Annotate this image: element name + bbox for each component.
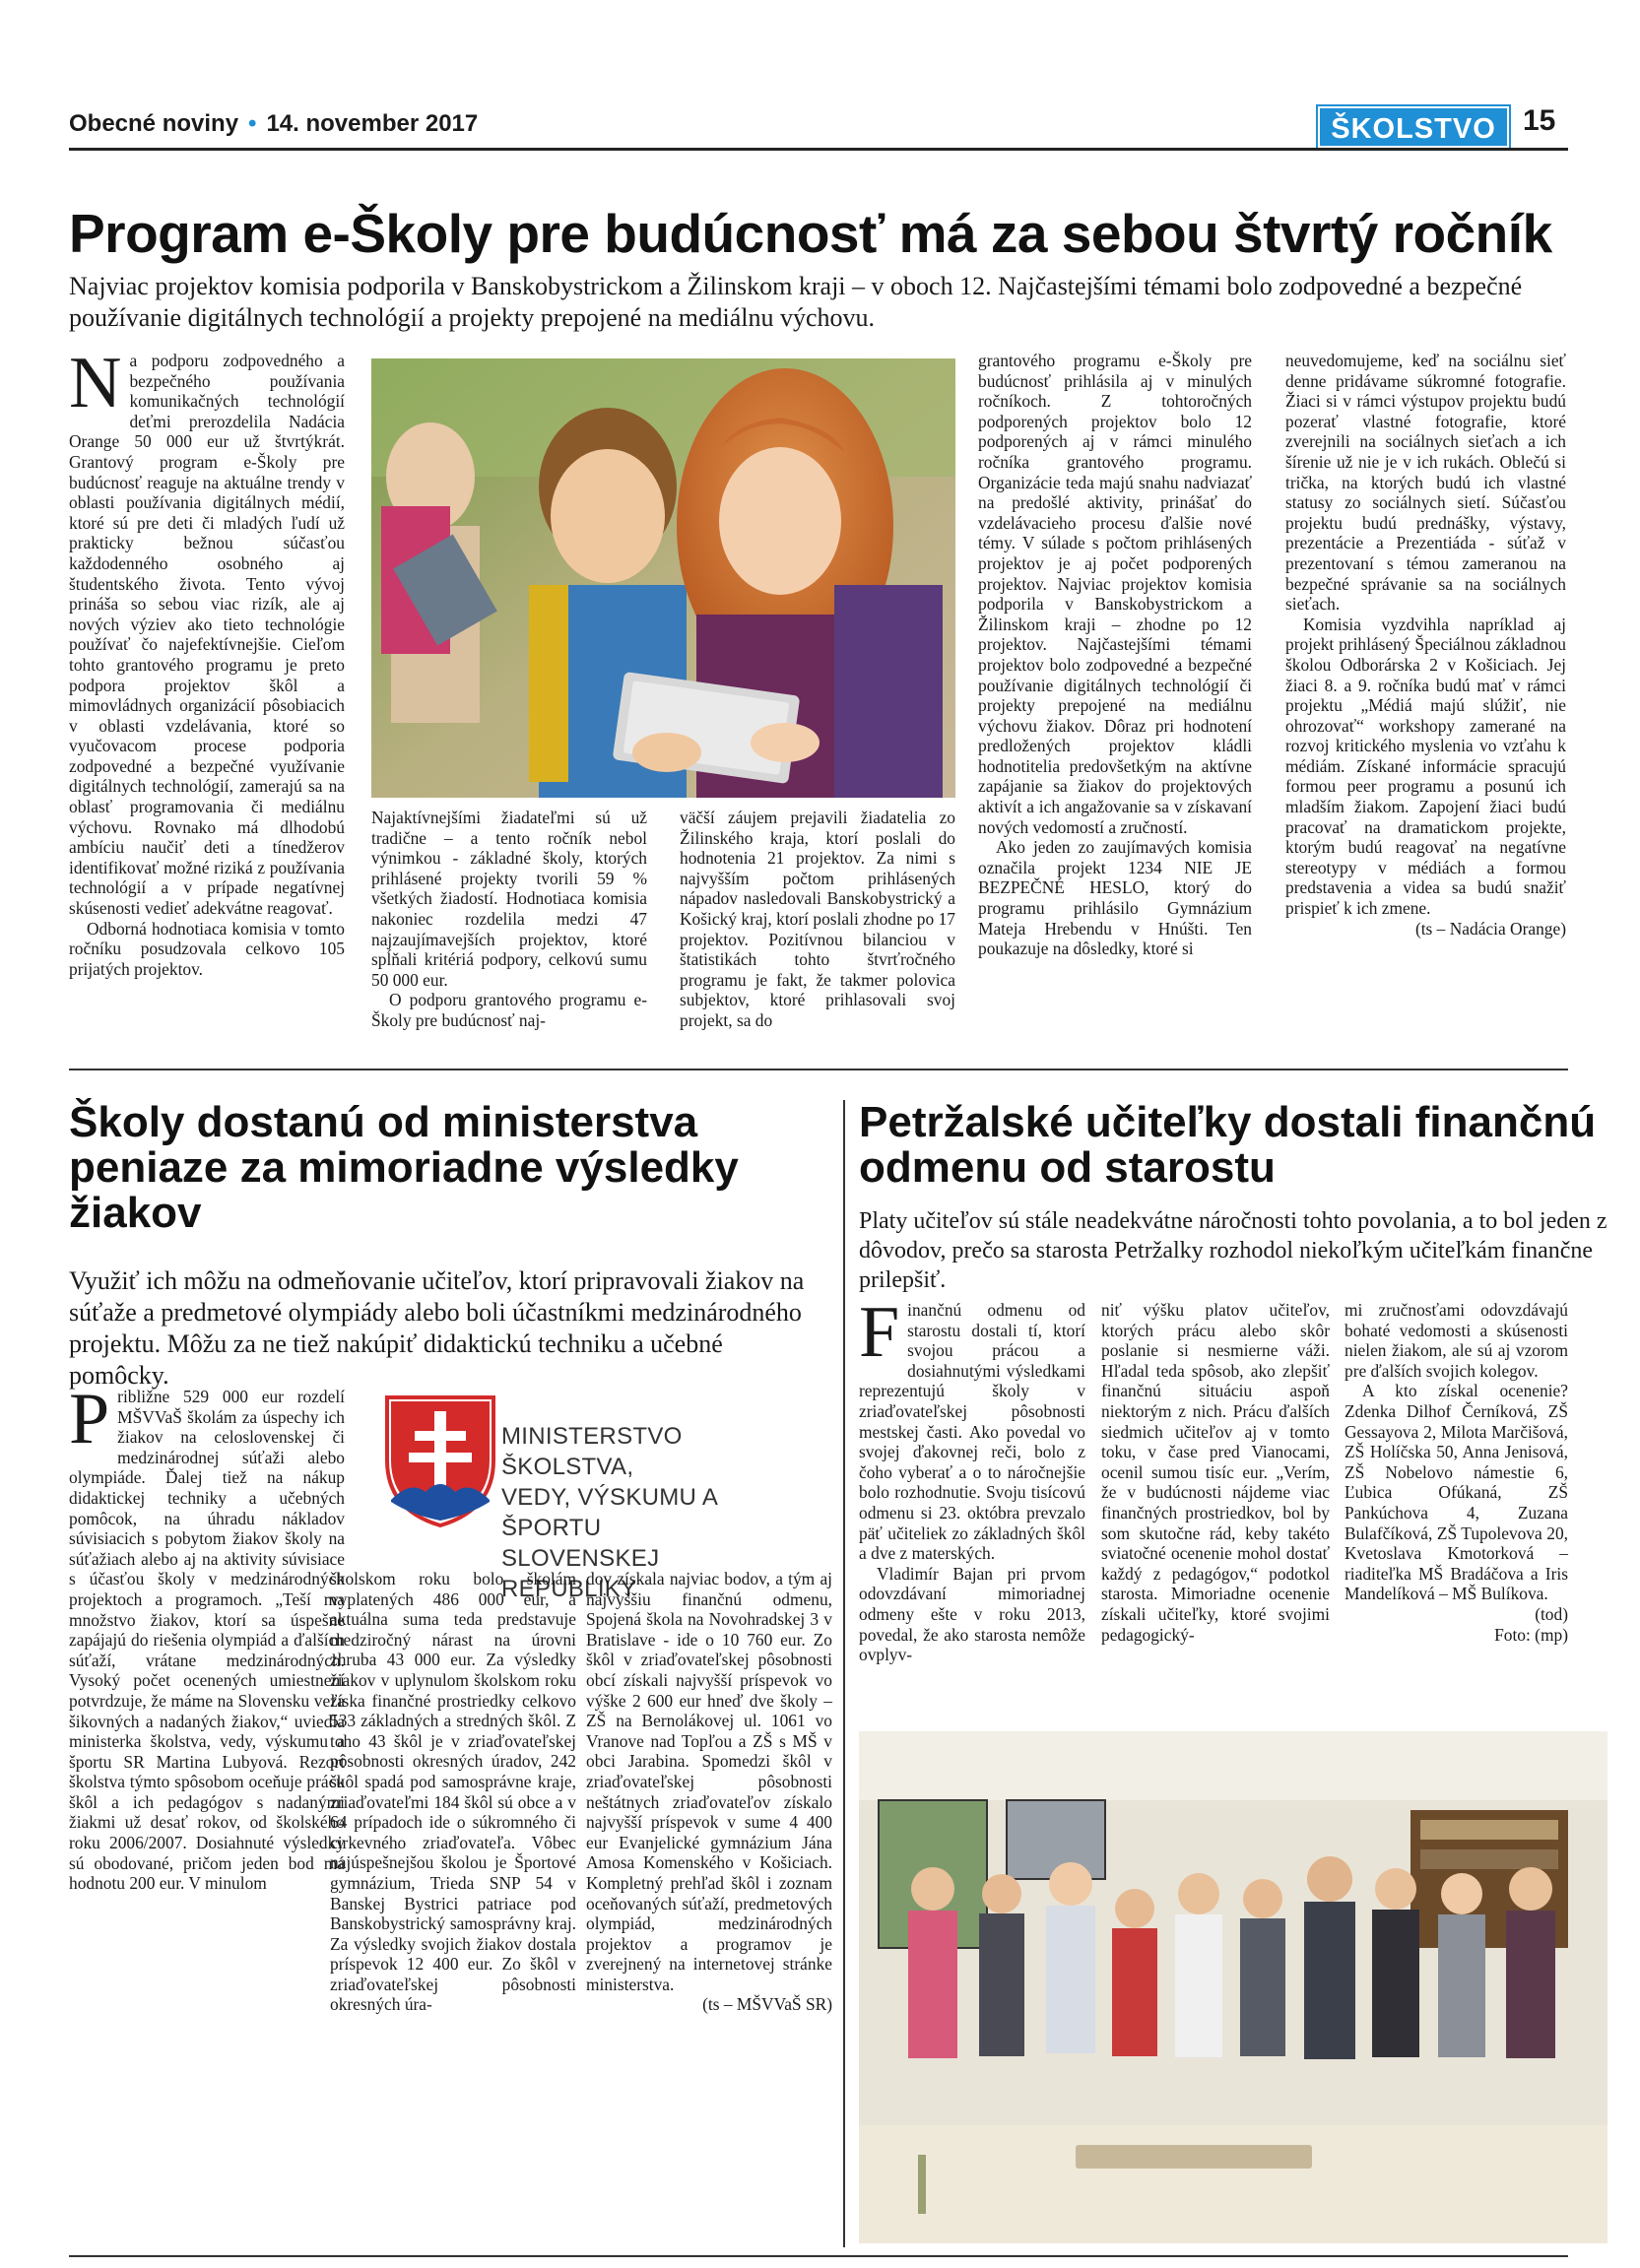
article2-signature: (ts – MŠVVaŠ SR)	[702, 1994, 832, 2015]
ministry-name-line-1: MINISTERSTVO ŠKOLSTVA,	[501, 1423, 683, 1480]
photo-credit: Foto: (mp)	[1494, 1624, 1568, 1645]
article1-column-5	[1285, 351, 1566, 939]
article1-column-2	[371, 808, 647, 1031]
teachers-group-photo	[859, 1731, 1607, 2243]
article1-title: Program e-Školy pre budúcnosť má za sebou štvrtý ročník	[69, 203, 1552, 264]
article1-col4-text-2: Ako jeden zo zaujímavých komisia označila projekt 1234 NIE JE BEZPEČNÉ HESLO, ktorý do programu prihlásilo Gymnázium Mateja Hrebendu v Hnúšti. Ten poukazuje na dôsledky, ktoré si	[978, 837, 1252, 959]
article1-column-3	[680, 808, 955, 1031]
footer-rule	[69, 2255, 1568, 2257]
article1-col5-text: neuvedomujeme, keď na sociálnu sieť denne pridávame súkromné fotografie. Žiaci si v rámci výstupov projektu budú pozerať vlastné fotografie, ktoré zverejnili na sociálnych sieťach a ich šírenie už nie je v ich rukách. Oblečú si trička, na ktorých budú ich vlastné statusy zo sociálnych sietí. Súčasťou projektu budú prednášky, výstavy, prezentácie a Prezentiáda - súťaž v prezentovaní s témou zameranou na bezpečné správanie sa na sociálnych sieťach.	[1285, 351, 1566, 615]
article3-col1-text-2: Vladimír Bajan pri prvom odovzdávaní mimoriadnej odmeny ešte v roku 2013, povedal, že ako starosta nemôže ovplyv-	[859, 1563, 1085, 1665]
article3-col3-text-2: A kto získal ocenenie? Zdenka Dilhof Černíková, ZŠ Gessayova 2, Milota Marčišová, ZŠ Holíčska 50, Anna Jenisová, ZŠ Nobelovo námestie 6, Ľubica Ofúkaná, ZŠ Pankúchova 4, Zuzana Bulafčíková, ZŠ Tupolevova 20, Kvetoslava Kmotorková – riaditeľka MŠ Bradáčova a Iris Mandelíková – MŠ Bulíkova.	[1345, 1381, 1568, 1604]
article1-column-1	[69, 343, 345, 979]
ministry-logo	[381, 1392, 795, 1602]
article3-col2-text: niť výšku platov učiteľov, ktorých prácu alebo skôr poslanie si nesmierne váži. Hľadal teda spôsob, ako zlepšiť finančnú situáciu aspoň niektorým z nich. Prácu ďalších siedmich učiteľov aj v tomto toku, v čase pred Vianocami, ocenil sumou tisíc eur. „Verím, že v budúcnosti nájdeme viac finančných prostriedkov, bol by som skutočne rád, keby takéto sviatočné ocenenie mohol dostať každý z pedagógov,“ podotkol starosta. Mimoriadne ocenenie získali učiteľky, ktoré svojimi pedagogický-	[1101, 1300, 1330, 1645]
ministry-name-line-2: VEDY, VÝSKUMU A ŠPORTU	[501, 1484, 717, 1541]
section-label: ŠKOLSTVO	[1318, 106, 1509, 148]
article1-lead: Najviac projektov komisia podporila v Banskobystrickom a Žilinskom kraji – v oboch 12. Najčastejšími témami bolo zodpovedné a bezpečné používanie digitálnych technológií a projekty prepojené na mediálnu výchovu.	[69, 272, 1523, 332]
ministry-name-line-3: SLOVENSKEJ REPUBLIKY	[501, 1545, 660, 1602]
article1-col2-text-2: O podporu grantového programu e-Školy pre budúcnosť naj-	[371, 990, 647, 1030]
page-number: 15	[1523, 104, 1556, 137]
article1-col1-text-2: Odborná hodnotiaca komisia v tomto ročníku posudzovala celkovo 105 prijatých projektov.	[69, 918, 345, 979]
article1-col2-text: Najaktívnejšími žiadateľmi sú už tradične – a tento ročník nebol výnimkou - základné školy, ktorých prihlásené projekty tvorili 59 % všetkých žiadostí. Hodnotiaca komisia nakoniec rozdelila medzi 47 najzaujímavejších projektov, ktoré spĺňali kritériá podpory, celkovú sumu 50 000 eur.	[371, 808, 647, 990]
article3-dropcap: F	[859, 1292, 900, 1373]
header-separator: •	[248, 110, 257, 137]
article3-col1-text: inančnú odmenu od starostu dostali tí, ktorí svojou prácou a dosiahnutými výsledkami reprezentujú školy v zriaďovateľskej pôsobnosti mestskej časti. Ako povedal vo svojej ďakovnej reči, bolo z čoho vyberať a o to náročnejšie bolo rozhodnutie. Svoju tisícovú odmenu si 23. októbra prevzalo päť učiteliek zo základných škôl a dve z materských.	[859, 1300, 1085, 1564]
article2-col3-text: dov získala najviac bodov, a tým aj najvyššiu finančnú odmenu, Spojená škola na Novohradskej 3 v Bratislave - ide o 10 760 eur. Zo škôl v zriaďovateľskej pôsobnosti obcí získali najvyšší príspevok vo výške 2 600 eur hneď dve školy – ZŠ na Bernolákovej ul. 1061 vo Vranove nad Topľou a ZŠ s MŠ v obci Jarabina. Spomedzi škôl v zriaďovateľskej pôsobnosti neštátnych zriaďovateľov získalo najvyšší príspevok v sume 4 400 eur Evanjelické gymnázium Jána Amosa Komenského v Košiciach. Kompletný prehľad škôl i zoznam oceňovaných súťaží, predmetových olympiád, medzinárodných projektov a programov je zverejnený na internetovej stránke ministerstva.	[586, 1569, 832, 1994]
section-divider	[69, 1069, 1568, 1070]
running-header	[69, 110, 478, 138]
article2-column-3	[586, 1569, 832, 2015]
article3-column-3	[1345, 1300, 1568, 1645]
article1-col5-text-2: Komisia vyzdvihla napríklad aj projekt prihlásený Špeciálnou základnou školou Odborárska 2 v Košiciach. Jej žiaci 8. a 9. ročníka budú mať v rámci projektu „Médiá majú slúžiť, nie ohrozovať“ workshopy zamerané na rozvoj kritického myslenia vo vzťahu k médiám. Získané informácie spracujú formou peer programu a posunú ich mladším žiakom. Zapojení žiaci budú pracovať na dramatickom projekte, ktorým budú reagovať na negatívne stereotypy v médiách a formou predstavenia a videa sa budú snažiť prispieť k ich zmene.	[1285, 614, 1566, 919]
publication-name: Obecné noviny	[69, 110, 239, 137]
article2-lead: Využiť ich môžu na odmeňovanie učiteľov, ktorí pripravovali žiakov na súťaže a predmetové olympiády alebo boli účastníkmi medzinárodného projektu. Môžu za ne tiež nakúpiť didaktickú techniku a učebné pomôcky.	[69, 1266, 805, 1390]
article3-title: Petržalské učiteľky dostali finančnú odmenu od starostu	[859, 1098, 1597, 1192]
article3-photo	[859, 1731, 1607, 2243]
article2-dropcap: P	[69, 1379, 110, 1459]
article3-col3-text: mi zručnosťami odovzdávajú bohaté vedomosti a skúsenosti nielen žiakom, ale sú aj vzorom pre ďalších svojich kolegov.	[1345, 1300, 1568, 1381]
issue-date: 14. november 2017	[266, 110, 479, 137]
article1-photo	[371, 358, 955, 798]
article1-col4-text: grantového programu e-Školy pre budúcnosť prihlásila aj v minulých ročníkoch. Z tohtoročných podporených projektov bolo 12 podporených aj v rámci minulého ročníka grantového programu. Organizácie teda majú snahu nadviazať na predošlé aktivity, prinášať do vzdelávacieho procesu ďalšie nové témy. V súlade s počtom prihlásených projektov je aj počet podporených projektov. Najviac projektov komisia podporila v Banskobystrickom a Žilinskom kraji – zhodne po 12 projektov. Najčastejšími témami projektov bolo zodpovedné a bezpečné používanie digitálnych technológií či projekty prepojené na mediálnu výchovu žiakov. Dôraz pri hodnotení predložených projektov kládli hodnotitelia predovšetkým na aktívne zapájanie sa žiakov do projektových aktivít a ich angažovanie sa v získavaní nových vedomostí a zručností.	[978, 351, 1252, 837]
column-divider	[843, 1100, 845, 2247]
article3-signature: (tod)	[1535, 1603, 1568, 1624]
slovak-coat-of-arms-icon	[381, 1392, 499, 1529]
article1-col3-text: väčší záujem prejavili žiadatelia zo Žilinského kraja, ktorí poslali do hodnotenia 21 projektov. Za nimi s najvyšším počtom prihlásených nápadov nasledovali Banskobystrický a Košický kraj, ktorí poslali zhodne po 17 projektov. Pozitívnou bilanciou v štatistikách tohto štvrťročného programu je fakt, že takmer polovica subjektov, ktoré prihlasovali svoj projekt, sa do	[680, 808, 955, 1030]
article2-col1-text: ribližne 529 000 eur rozdelí MŠVVaŠ školám za úspechy ich žiakov na celoslovenskej či medzinárodnej súťaži alebo olympiáde. Ďalej tiež na nákup didaktickej techniky a učebných pomôcok, na úhradu nákladov súvisiacich s pobytom žiakov školy na súťažiach alebo aj na aktivity súvisiace s účasťou školy v medzinárodných projektoch a programoch. „Teší ma množstvo žiakov, ktorí sa úspešne zapájajú do riešenia olympiád a ďalších súťaží, vrátane medzinárodných. Vysoký počet ocenených umiestnení potvrdzuje, že máme na Slovensku veľa šikovných a nadaných žiakov,“ uviedla ministerka školstva, vedy, výskumu a športu SR Martina Lubyová. Rezort školstva týmto spôsobom oceňuje prácu škôl a ich pedagógov s nadanými žiakmi už desať rokov, od školského roku 2006/2007. Dosiahnuté výsledky sú obodované, pričom jeden bod má hodnotu 200 eur. V minulom	[69, 1387, 345, 1894]
article1-dropcap: N	[69, 343, 122, 423]
article2-column-1	[69, 1379, 345, 1894]
article2-title: Školy dostanú od ministerstva peniaze za mimoriadne výsledky žiakov	[69, 1098, 739, 1237]
article1-signature: (ts – Nadácia Orange)	[1414, 918, 1566, 939]
article3-lead: Platy učiteľov sú stále neadekvátne náročnosti tohto povolania, a to bol jeden z dôvodov, prečo sa starosta Petržalky rozhodol niekoľkým učiteľkám finančne prilepšiť.	[859, 1208, 1607, 1293]
article2-column-2	[330, 1569, 576, 2015]
article1-col1-text: a podporu zodpovedného a bezpečného používania komunikačných technológií deťmi prerozdelila Nadácia Orange 50 000 eur už štvrtýkrát. Grantový program e-Školy pre budúcnosť reaguje na aktuálne trendy v oblasti používania digitálnych médií, ktoré sú pre deti či mladých ľudí už prakticky bežnou súčasťou každodenného osobného aj študentského života. Tento vývoj prináša so sebou viac rizík, ale aj nových výziev ako tieto technológie používať čo najefektívnejšie. Cieľom tohto grantového programu je preto podpora projektov škôl a mimovládnych organizácií pôsobiacich v oblasti vzdelávania, ktoré so vyučovacom procese podporia zodpovedné a bezpečné využívanie digitálnych technológií, zamerajú sa na oblasť programovania či mediálnu výchovu. Rovnako má dlhodobú ambíciu naučiť deti a tínedžerov identifikovať možné riziká z používania technológií a v prípade negatívnej skúsenosti vedieť adekvátne reagovať.	[69, 351, 345, 919]
article1-column-4	[978, 351, 1252, 959]
children-tablet-photo	[371, 358, 955, 798]
article2-col2-text: školskom roku bolo školám vyplatených 486 000 eur, a aktuálna suma teda predstavuje medziročný nárast na úrovni zhruba 43 000 eur. Za výsledky žiakov v uplynulom školskom roku získa finančné prostriedky celkovo 533 základných a stredných škôl. Z toho 43 škôl je v zriaďovateľskej pôsobnosti okresných úradov, 242 škôl spadá pod samosprávne kraje, zriaďovateľmi 184 škôl sú obce a v 64 prípadoch ide o súkromného či cirkevného zriaďovateľa. Vôbec najúspešnejšou školou je Športové gymnázium, Trieda SNP 54 v Banskej Bystrici patriace pod Banskobystrický samosprávny kraj. Za výsledky svojich žiakov dostala príspevok 12 400 eur. Zo škôl v zriaďovateľskej pôsobnosti okresných úra-	[330, 1569, 576, 2015]
header-rule	[69, 148, 1568, 151]
article3-column-1	[859, 1292, 1085, 1665]
article3-column-2	[1101, 1300, 1330, 1645]
